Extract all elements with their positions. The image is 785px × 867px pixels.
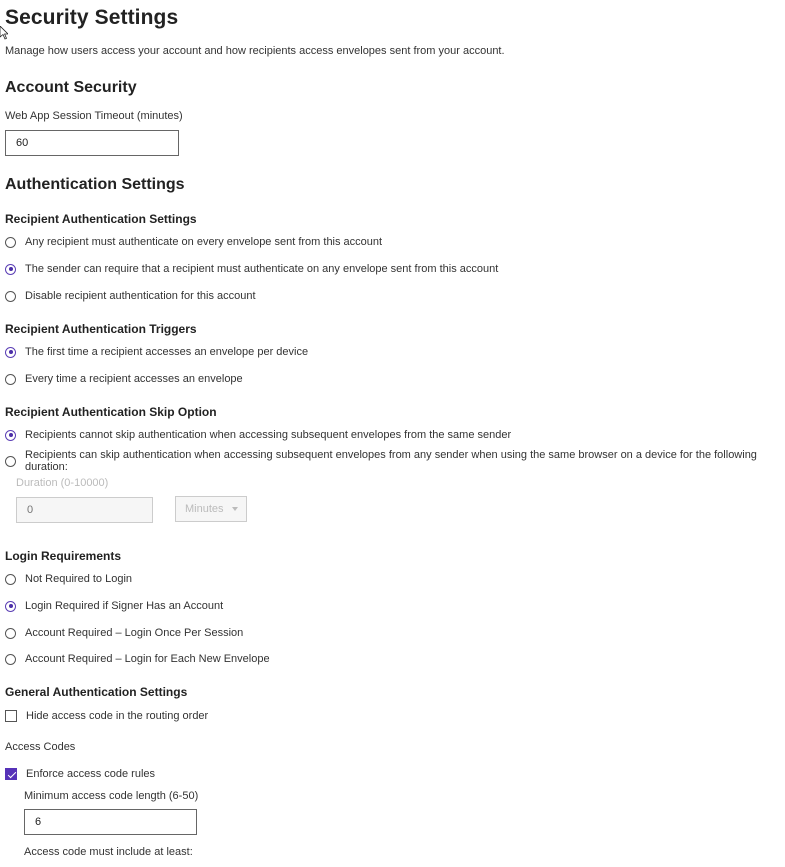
login-option-not-required[interactable] — [5, 572, 132, 586]
page-title: Security Settings — [5, 6, 179, 29]
radio-label: Every time a recipient accesses an envelope — [25, 373, 243, 385]
login-option-once-per-session[interactable] — [5, 626, 243, 640]
radio-button[interactable] — [5, 628, 16, 639]
radio-label: Recipients can skip authentication when accessing subsequent envelopes from any sender when using the same browser on a device for the following duration: — [25, 449, 757, 473]
radio-button[interactable] — [5, 654, 16, 665]
skip-option-can[interactable] — [5, 449, 780, 473]
duration-input[interactable] — [16, 497, 153, 523]
hide-access-code-checkbox[interactable] — [5, 710, 17, 722]
checkbox-label: Hide access code in the routing order — [26, 710, 209, 722]
enforce-access-code-checkbox[interactable] — [5, 768, 17, 780]
radio-label: Recipients cannot skip authentication when accessing subsequent envelopes from the same sender — [25, 429, 512, 441]
duration-unit-select[interactable] — [175, 496, 247, 522]
radio-button[interactable] — [5, 237, 16, 248]
checkbox-label: Enforce access code rules — [26, 768, 156, 780]
radio-label: The sender can require that a recipient must authenticate on any envelope sent from this account — [25, 263, 499, 275]
enforce-access-code-checkbox-row[interactable] — [5, 767, 155, 781]
recipient-auth-option-sender[interactable] — [5, 262, 498, 276]
login-requirements-heading: Login Requirements — [5, 549, 122, 563]
radio-label: Login Required if Signer Has an Account — [25, 600, 224, 612]
skip-option-cannot[interactable] — [5, 428, 511, 442]
radio-button[interactable] — [5, 374, 16, 385]
duration-label: Duration (0-10000) — [16, 477, 109, 489]
radio-label: Disable recipient authentication for this account — [25, 290, 256, 302]
page-description: Manage how users access your account and how recipients access envelopes sent from your account. — [5, 45, 505, 57]
login-option-required-if-account[interactable] — [5, 599, 223, 613]
authentication-settings-heading: Authentication Settings — [5, 176, 185, 193]
recipient-auth-option-disable[interactable] — [5, 289, 256, 303]
auth-skip-heading: Recipient Authentication Skip Option — [5, 405, 217, 419]
access-codes-label: Access Codes — [5, 741, 76, 753]
session-timeout-label: Web App Session Timeout (minutes) — [5, 110, 183, 122]
radio-label: The first time a recipient accesses an envelope per device — [25, 346, 309, 358]
radio-button-selected[interactable] — [5, 601, 16, 612]
radio-label: Account Required – Login for Each New Envelope — [25, 653, 270, 665]
account-security-heading: Account Security — [5, 79, 137, 96]
radio-button-selected[interactable] — [5, 347, 16, 358]
session-timeout-input[interactable] — [5, 130, 179, 156]
general-auth-heading: General Authentication Settings — [5, 685, 188, 699]
duration-unit-value: Minutes — [185, 503, 224, 515]
radio-label: Any recipient must authenticate on every envelope sent from this account — [25, 236, 383, 248]
radio-label: Not Required to Login — [25, 573, 133, 585]
auth-triggers-heading: Recipient Authentication Triggers — [5, 322, 197, 336]
recipient-auth-option-any[interactable] — [5, 235, 382, 249]
recipient-auth-heading: Recipient Authentication Settings — [5, 212, 197, 226]
must-include-label: Access code must include at least: — [24, 846, 193, 858]
radio-button[interactable] — [5, 574, 16, 585]
min-length-input[interactable] — [24, 809, 197, 835]
radio-button[interactable] — [5, 291, 16, 302]
trigger-option-every-time[interactable] — [5, 372, 243, 386]
hide-access-code-checkbox-row[interactable] — [5, 709, 208, 723]
login-option-each-envelope[interactable] — [5, 652, 270, 666]
min-length-label: Minimum access code length (6-50) — [24, 790, 199, 802]
radio-button-selected[interactable] — [5, 264, 16, 275]
radio-button[interactable] — [5, 456, 16, 467]
radio-button-selected[interactable] — [5, 430, 16, 441]
radio-label: Account Required – Login Once Per Session — [25, 627, 244, 639]
chevron-down-icon — [232, 507, 238, 511]
trigger-option-first-time[interactable] — [5, 345, 308, 359]
